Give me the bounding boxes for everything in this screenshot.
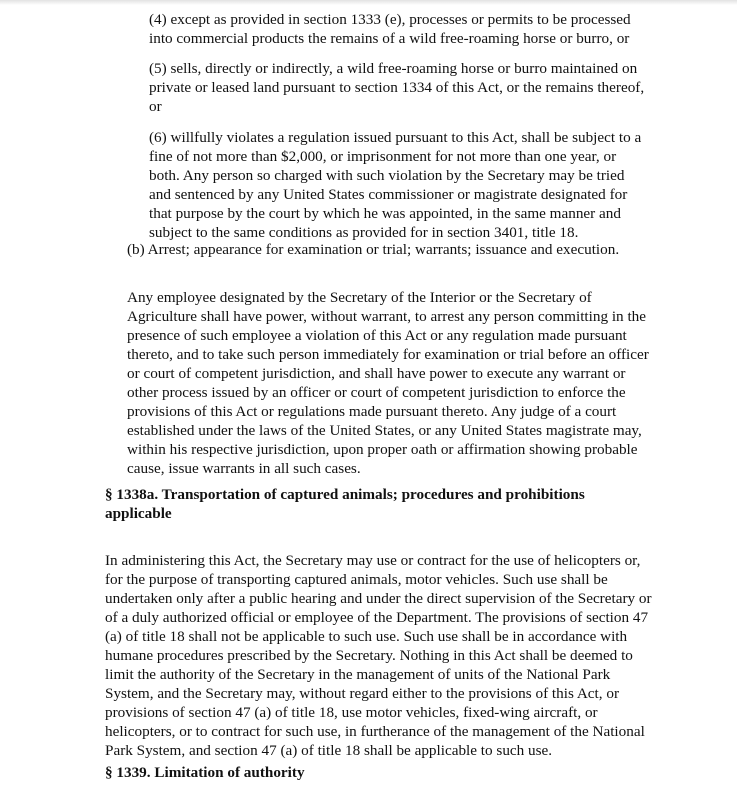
text-line: both. Any person so charged with such violation by the Secretary may be tried [149, 167, 625, 184]
text-line: helicopters, or to contract for such use, in furtherance of the management of the National [105, 723, 645, 740]
text-line: for the purpose of transporting captured animals, motor vehicles. Such use shall be [105, 571, 608, 588]
text-line: provisions of this Act or regulations made pursuant thereto. Any judge of a court [127, 403, 617, 420]
text-line: into commercial products the remains of a wild free-roaming horse or burro, or [149, 30, 630, 47]
item-6-paragraph [149, 128, 641, 242]
section-1338a-heading [105, 485, 585, 523]
item-5-paragraph [149, 59, 644, 116]
text-line: (a) of title 18 shall not be applicable to such use. Such use shall be in accordance with [105, 628, 628, 645]
text-line: subject to the same conditions as provided for in section 3401, title 18. [149, 224, 579, 241]
text-line: established under the laws of the United States, or any United States magistrate may, [127, 422, 642, 439]
text-line: humane procedures prescribed by the Secretary. Nothing in this Act shall be deemed to [105, 647, 633, 664]
text-line: thereto, and to take such person immediately for examination or trial before an officer [127, 346, 649, 363]
text-line: or [149, 98, 162, 115]
text-line: Any employee designated by the Secretary of the Interior or the Secretary of [127, 289, 592, 306]
arrest-paragraph [127, 288, 649, 478]
text-line: within his respective jurisdiction, upon proper oath or affirmation showing probable [127, 441, 638, 458]
text-line: (b) Arrest; appearance for examination or trial; warrants; issuance and execution. [127, 241, 620, 258]
text-line: (4) except as provided in section 1333 (e), processes or permits to be processed [149, 11, 631, 28]
text-line: of a duly authorized official or employee of the Department. The provisions of section 47 [105, 609, 649, 626]
text-line: applicable [105, 505, 172, 522]
text-line: and sentenced by any United States commissioner or magistrate designated for [149, 186, 628, 203]
text-line: System, and the Secretary may, without regard either to the provisions of this Act, or [105, 685, 620, 702]
text-line: presence of such employee a violation of this Act or any regulation made pursuant [127, 327, 627, 344]
text-line: provisions of section 47 (a) of title 18, use motor vehicles, fixed-wing aircraft, or [105, 704, 598, 721]
item-4-paragraph [149, 10, 631, 48]
page-top-edge [0, 0, 737, 5]
text-line: Agriculture shall have power, without warrant, to arrest any person committing in the [127, 308, 646, 325]
subsection-b-title [127, 240, 619, 259]
text-line: cause, issue warrants in all such cases. [127, 460, 361, 477]
text-line: (6) willfully violates a regulation issued pursuant to this Act, shall be subject to a [149, 129, 642, 146]
text-line: § 1339. Limitation of authority [105, 764, 305, 781]
text-line: limit the authority of the Secretary in the management of units of the National Park [105, 666, 611, 683]
text-line: Park System, and section 47 (a) of title 18 shall be applicable to such use. [105, 742, 553, 759]
text-line: or court of competent jurisdiction, and shall have power to execute any warrant or [127, 365, 626, 382]
text-line: that purpose by the court by which he was appointed, in the same manner and [149, 205, 621, 222]
text-line: (5) sells, directly or indirectly, a wild free-roaming horse or burro maintained on [149, 60, 638, 77]
text-line: private or leased land pursuant to section 1334 of this Act, or the remains thereof, [149, 79, 645, 96]
text-line: other process issued by an officer or court of competent jurisdiction to enforce the [127, 384, 626, 401]
text-line: § 1338a. Transportation of captured animals; procedures and prohibitions [105, 486, 585, 503]
section-1339-heading [105, 763, 305, 782]
text-line: In administering this Act, the Secretary may use or contract for the use of helicopters or, [105, 552, 641, 569]
section-1338a-body [105, 551, 652, 760]
text-line: fine of not more than $2,000, or imprisonment for not more than one year, or [149, 148, 617, 165]
text-line: undertaken only after a public hearing and under the direct supervision of the Secretary or [105, 590, 652, 607]
